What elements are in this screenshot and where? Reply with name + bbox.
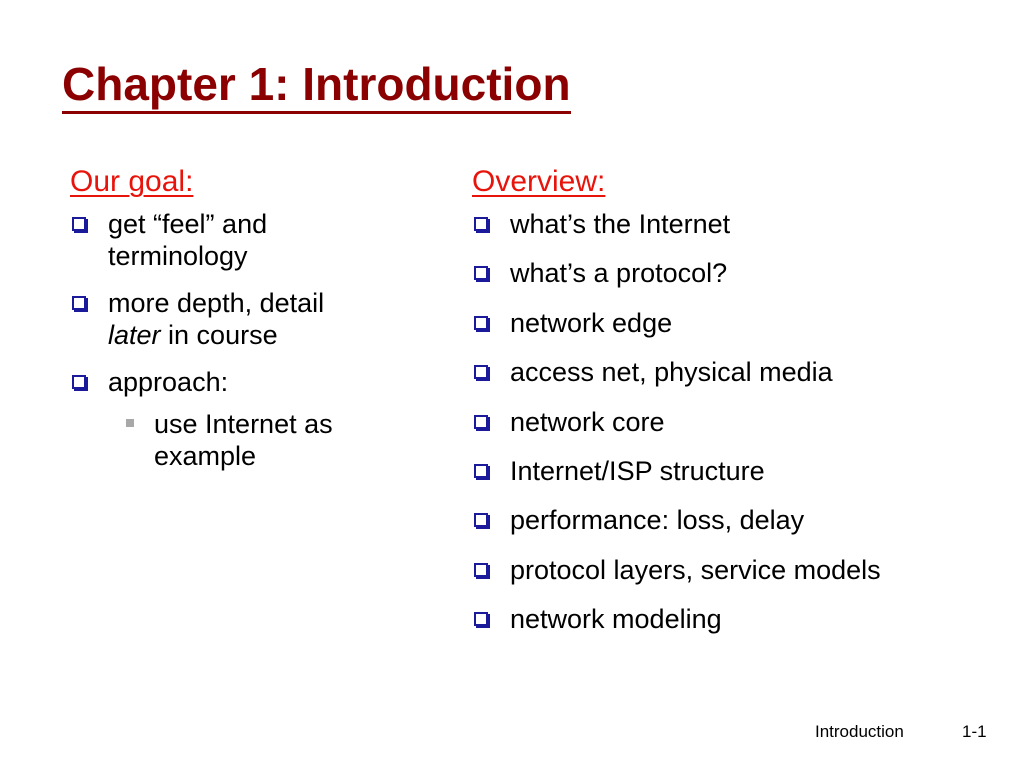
square-bullet-icon	[474, 513, 488, 527]
square-bullet-icon	[474, 563, 488, 577]
overview-item-text: what’s a protocol?	[510, 258, 728, 289]
list-item	[472, 307, 1012, 339]
square-bullet-icon	[474, 612, 488, 626]
list-item	[472, 455, 1012, 487]
overview-column	[472, 164, 1012, 653]
list-item	[70, 208, 410, 273]
overview-item-text: network modeling	[510, 604, 722, 635]
goal-heading: Our goal:	[70, 165, 194, 198]
overview-item-text: protocol layers, service models	[510, 554, 881, 585]
goal-item-emphasis: later	[108, 320, 161, 351]
list-item	[472, 406, 1012, 438]
list-item	[472, 504, 1012, 536]
list-item	[70, 287, 410, 352]
overview-item-text: network edge	[510, 307, 673, 338]
square-bullet-icon	[72, 375, 86, 389]
overview-list	[472, 208, 1012, 636]
square-bullet-icon	[474, 464, 488, 478]
square-bullet-icon	[474, 217, 488, 231]
square-bullet-icon	[474, 365, 488, 379]
goal-sub-list	[108, 408, 410, 473]
goal-item-text: get “feel” and terminology	[108, 209, 268, 272]
footer-title: Introduction	[815, 722, 904, 741]
list-item	[472, 356, 1012, 388]
list-item	[70, 366, 410, 473]
goal-item-text-rest: in course	[160, 320, 278, 351]
list-item	[472, 603, 1012, 635]
square-bullet-icon	[474, 266, 488, 280]
goal-list	[70, 208, 410, 473]
sub-list-item	[108, 408, 410, 473]
list-item	[472, 257, 1012, 289]
list-item	[472, 554, 1012, 586]
overview-item-text: network core	[510, 406, 665, 437]
square-bullet-icon	[72, 296, 86, 310]
overview-item-text: performance: loss, delay	[510, 505, 805, 536]
overview-item-text: Internet/ISP structure	[510, 455, 765, 486]
goal-item-text: more depth, detail	[108, 287, 325, 318]
goal-column	[70, 164, 410, 487]
square-bullet-icon	[72, 217, 86, 231]
slide-title: Chapter 1: Introduction	[62, 58, 571, 114]
small-square-bullet-icon	[126, 419, 134, 427]
goal-item-text: approach:	[108, 366, 229, 397]
sub-item-text: use Internet as example	[154, 408, 333, 472]
overview-item-text: access net, physical media	[510, 357, 833, 388]
square-bullet-icon	[474, 415, 488, 429]
square-bullet-icon	[474, 316, 488, 330]
overview-item-text: what’s the Internet	[510, 209, 731, 239]
overview-heading: Overview:	[472, 165, 606, 198]
page-number: 1-1	[962, 722, 987, 741]
list-item	[472, 208, 1012, 240]
